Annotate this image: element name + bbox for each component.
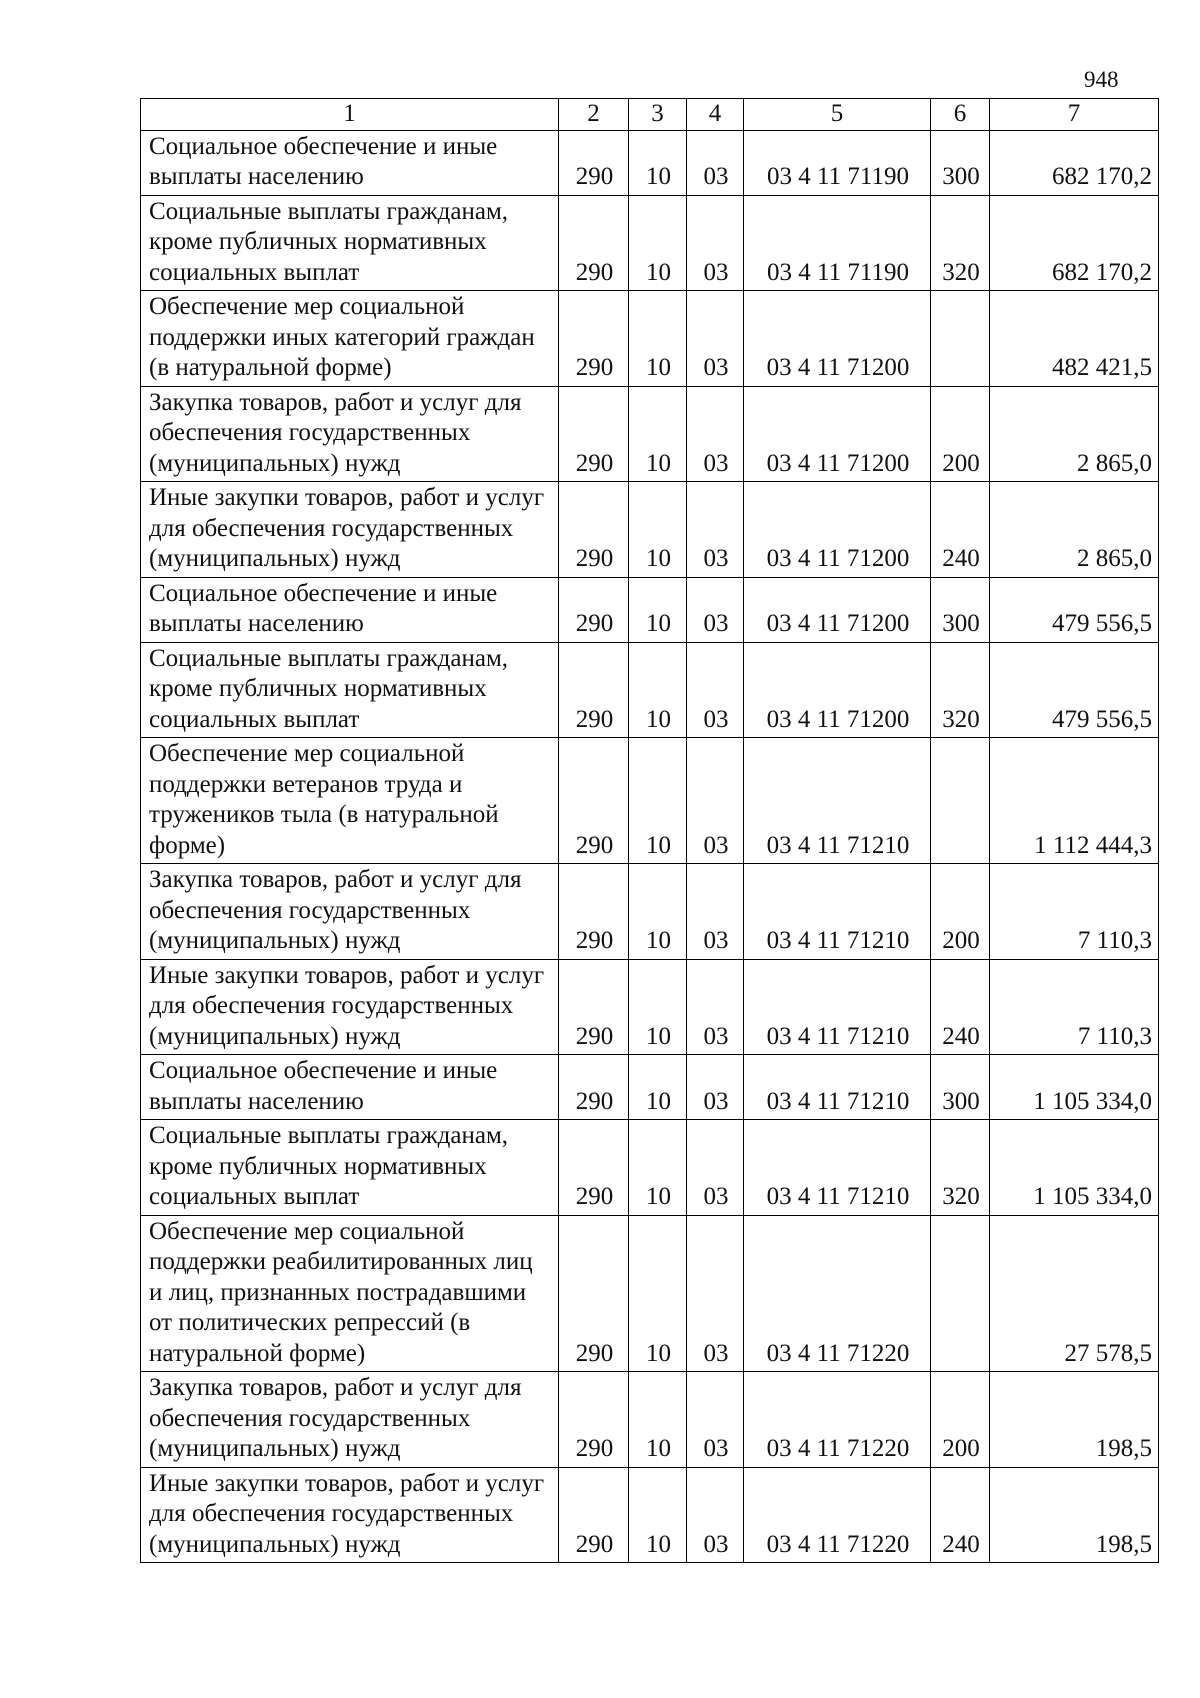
- row-ved: 290: [559, 959, 629, 1055]
- row-vr: 200: [931, 386, 990, 482]
- row-ved: 290: [559, 864, 629, 960]
- row-pr: 03: [687, 195, 744, 291]
- header-row: [141, 99, 1159, 131]
- row-name: Социальное обеспечение и иные выплаты населению: [141, 1055, 559, 1120]
- row-rz: 10: [629, 1120, 687, 1216]
- row-vr: 240: [931, 482, 990, 578]
- column-header-3: 3: [629, 99, 687, 131]
- row-csr: 03 4 11 71210: [744, 1120, 931, 1216]
- budget-table: [140, 98, 1159, 1563]
- row-ved: 290: [559, 130, 629, 195]
- row-csr: 03 4 11 71200: [744, 386, 931, 482]
- row-sum: 2 865,0: [990, 386, 1159, 482]
- column-header-7: 7: [990, 99, 1159, 131]
- row-csr: 03 4 11 71220: [744, 1467, 931, 1563]
- row-rz: 10: [629, 195, 687, 291]
- row-ved: 290: [559, 577, 629, 642]
- row-name: Обеспечение мер социальной поддержки иных категорий граждан (в натуральной форме): [141, 291, 559, 387]
- row-ved: 290: [559, 1467, 629, 1563]
- column-header-6: 6: [931, 99, 990, 131]
- row-name: Социальные выплаты гражданам, кроме публичных нормативных социальных выплат: [141, 1120, 559, 1216]
- row-csr: 03 4 11 71220: [744, 1215, 931, 1372]
- row-csr: 03 4 11 71210: [744, 738, 931, 864]
- row-sum: 482 421,5: [990, 291, 1159, 387]
- row-csr: 03 4 11 71210: [744, 959, 931, 1055]
- column-header-1: 1: [141, 99, 559, 131]
- row-name: Социальные выплаты гражданам, кроме публичных нормативных социальных выплат: [141, 642, 559, 738]
- row-pr: 03: [687, 1215, 744, 1372]
- row-pr: 03: [687, 386, 744, 482]
- table-row: [141, 1372, 1159, 1468]
- row-ved: 290: [559, 482, 629, 578]
- table-row: [141, 1120, 1159, 1216]
- table-row: [141, 386, 1159, 482]
- table-body: [141, 130, 1159, 1563]
- table-row: [141, 482, 1159, 578]
- row-ved: 290: [559, 195, 629, 291]
- row-pr: 03: [687, 1055, 744, 1120]
- row-name: Обеспечение мер социальной поддержки ветеранов труда и тружеников тыла (в натуральной форме): [141, 738, 559, 864]
- row-rz: 10: [629, 386, 687, 482]
- column-header-5: 5: [744, 99, 931, 131]
- row-ved: 290: [559, 642, 629, 738]
- row-csr: 03 4 11 71210: [744, 864, 931, 960]
- row-pr: 03: [687, 864, 744, 960]
- row-vr: 320: [931, 642, 990, 738]
- row-rz: 10: [629, 1055, 687, 1120]
- row-vr: 240: [931, 959, 990, 1055]
- row-sum: 7 110,3: [990, 864, 1159, 960]
- row-ved: 290: [559, 386, 629, 482]
- table-row: [141, 959, 1159, 1055]
- row-vr: 300: [931, 1055, 990, 1120]
- row-vr: 200: [931, 864, 990, 960]
- row-csr: 03 4 11 71200: [744, 577, 931, 642]
- row-pr: 03: [687, 482, 744, 578]
- row-sum: 198,5: [990, 1467, 1159, 1563]
- row-ved: 290: [559, 1120, 629, 1216]
- row-sum: 1 112 444,3: [990, 738, 1159, 864]
- row-pr: 03: [687, 959, 744, 1055]
- row-ved: 290: [559, 1215, 629, 1372]
- row-pr: 03: [687, 577, 744, 642]
- table-row: [141, 577, 1159, 642]
- row-csr: 03 4 11 71190: [744, 195, 931, 291]
- row-vr: 320: [931, 195, 990, 291]
- row-vr: 320: [931, 1120, 990, 1216]
- row-name: Социальное обеспечение и иные выплаты населению: [141, 130, 559, 195]
- row-rz: 10: [629, 642, 687, 738]
- row-csr: 03 4 11 71190: [744, 130, 931, 195]
- row-sum: 1 105 334,0: [990, 1120, 1159, 1216]
- row-ved: 290: [559, 1055, 629, 1120]
- row-pr: 03: [687, 738, 744, 864]
- row-name: Социальные выплаты гражданам, кроме публичных нормативных социальных выплат: [141, 195, 559, 291]
- row-rz: 10: [629, 1215, 687, 1372]
- row-vr: 200: [931, 1372, 990, 1468]
- row-rz: 10: [629, 130, 687, 195]
- row-csr: 03 4 11 71200: [744, 482, 931, 578]
- row-sum: 1 105 334,0: [990, 1055, 1159, 1120]
- column-header-4: 4: [687, 99, 744, 131]
- table-row: [141, 130, 1159, 195]
- row-name: Иные закупки товаров, работ и услуг для обеспечения государственных (муниципальных) нужд: [141, 482, 559, 578]
- row-rz: 10: [629, 482, 687, 578]
- row-vr: [931, 738, 990, 864]
- row-sum: 682 170,2: [990, 130, 1159, 195]
- row-vr: 300: [931, 130, 990, 195]
- row-rz: 10: [629, 1372, 687, 1468]
- row-sum: 682 170,2: [990, 195, 1159, 291]
- row-csr: 03 4 11 71220: [744, 1372, 931, 1468]
- column-header-2: 2: [559, 99, 629, 131]
- row-name: Иные закупки товаров, работ и услуг для обеспечения государственных (муниципальных) нужд: [141, 1467, 559, 1563]
- row-pr: 03: [687, 1467, 744, 1563]
- row-sum: 198,5: [990, 1372, 1159, 1468]
- row-ved: 290: [559, 1372, 629, 1468]
- row-rz: 10: [629, 577, 687, 642]
- row-sum: 2 865,0: [990, 482, 1159, 578]
- row-vr: 300: [931, 577, 990, 642]
- table-row: [141, 1215, 1159, 1372]
- row-pr: 03: [687, 1120, 744, 1216]
- row-sum: 27 578,5: [990, 1215, 1159, 1372]
- row-rz: 10: [629, 959, 687, 1055]
- row-sum: 479 556,5: [990, 642, 1159, 738]
- row-ved: 290: [559, 291, 629, 387]
- table-row: [141, 1467, 1159, 1563]
- row-vr: [931, 291, 990, 387]
- row-csr: 03 4 11 71200: [744, 642, 931, 738]
- row-pr: 03: [687, 642, 744, 738]
- row-csr: 03 4 11 71210: [744, 1055, 931, 1120]
- row-vr: 240: [931, 1467, 990, 1563]
- row-rz: 10: [629, 864, 687, 960]
- row-vr: [931, 1215, 990, 1372]
- table-row: [141, 1055, 1159, 1120]
- row-name: Закупка товаров, работ и услуг для обеспечения государственных (муниципальных) нужд: [141, 386, 559, 482]
- page-number: 948: [1084, 67, 1119, 92]
- table-row: [141, 738, 1159, 864]
- row-name: Социальное обеспечение и иные выплаты населению: [141, 577, 559, 642]
- table-row: [141, 291, 1159, 387]
- row-pr: 03: [687, 130, 744, 195]
- table-row: [141, 642, 1159, 738]
- row-rz: 10: [629, 291, 687, 387]
- row-pr: 03: [687, 1372, 744, 1468]
- row-rz: 10: [629, 1467, 687, 1563]
- row-ved: 290: [559, 738, 629, 864]
- row-sum: 479 556,5: [990, 577, 1159, 642]
- row-name: Иные закупки товаров, работ и услуг для обеспечения государственных (муниципальных) нужд: [141, 959, 559, 1055]
- row-name: Закупка товаров, работ и услуг для обеспечения государственных (муниципальных) нужд: [141, 1372, 559, 1468]
- row-pr: 03: [687, 291, 744, 387]
- row-rz: 10: [629, 738, 687, 864]
- row-name: Закупка товаров, работ и услуг для обеспечения государственных (муниципальных) нужд: [141, 864, 559, 960]
- table-row: [141, 864, 1159, 960]
- table-row: [141, 195, 1159, 291]
- row-name: Обеспечение мер социальной поддержки реабилитированных лиц и лиц, признанных пострадавшими от политических репрессий (в натуральной форме): [141, 1215, 559, 1372]
- row-csr: 03 4 11 71200: [744, 291, 931, 387]
- row-sum: 7 110,3: [990, 959, 1159, 1055]
